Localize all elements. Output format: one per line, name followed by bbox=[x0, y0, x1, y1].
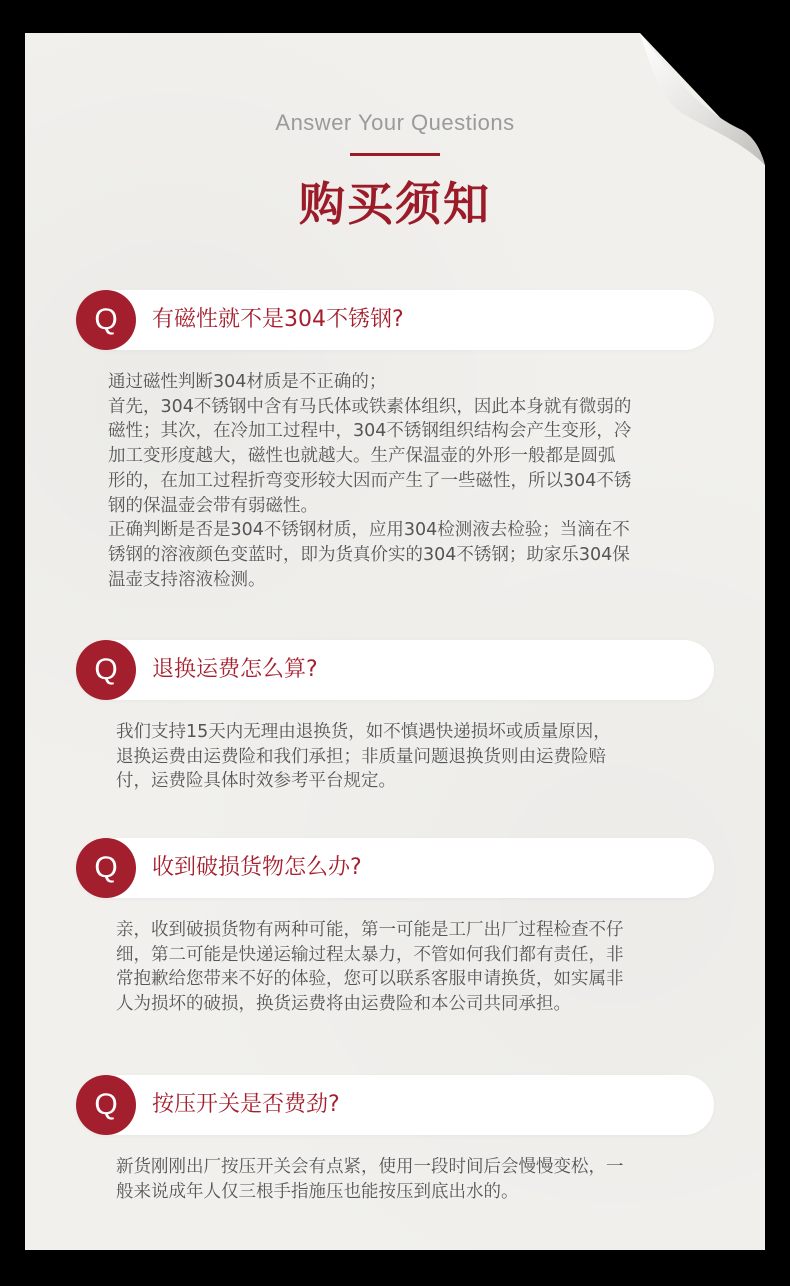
q-badge-icon: Q bbox=[76, 1075, 136, 1135]
faq-answer bbox=[116, 720, 716, 794]
q-badge-icon: Q bbox=[76, 290, 136, 350]
answer-line: 磁性；其次，在冷加工过程中，304不锈钢组织结构会产生变形，冷 bbox=[108, 421, 632, 442]
q-badge-icon: Q bbox=[76, 838, 136, 898]
q-badge-icon: Q bbox=[76, 640, 136, 700]
answer-line: 锈钢的溶液颜色变蓝时，即为货真价实的304不锈钢；助家乐304保 bbox=[108, 544, 630, 565]
faq-question-text: 收到破损货物怎么办? bbox=[152, 855, 362, 880]
answer-line: 新货刚刚出厂按压开关会有点紧，使用一段时间后会慢慢变松，一 bbox=[116, 1157, 624, 1177]
faq-answer bbox=[116, 1155, 716, 1204]
answer-line: 形的，在加工过程折弯变形较大因而产生了一些磁性，所以304不锈 bbox=[108, 470, 632, 491]
answer-line: 付，运费险具体时效参考平台规定。 bbox=[116, 771, 396, 792]
answer-line: 温壶支持溶液检测。 bbox=[108, 569, 266, 590]
page-title: 购买须知 bbox=[299, 177, 491, 231]
answer-line: 常抱歉给您带来不好的体验，您可以联系客服申请换货，如实属非 bbox=[116, 969, 624, 990]
answer-line: 般来说成年人仅三根手指施压也能按压到底出水的。 bbox=[116, 1181, 519, 1202]
answer-line: 通过磁性判断304材质是不正确的； bbox=[108, 372, 387, 392]
section-subtitle: Answer Your Questions bbox=[275, 110, 515, 135]
answer-line: 人为损坏的破损，换货运费将由运费险和本公司共同承担。 bbox=[116, 994, 571, 1015]
answer-line: 细，第二可能是快递运输过程太暴力，不管如何我们都有责任，非 bbox=[116, 944, 624, 965]
faq-answer bbox=[108, 370, 708, 592]
faq-question-bar[interactable] bbox=[76, 838, 714, 898]
answer-line: 正确判断是否是304不锈钢材质，应用304检测液去检验；当滴在不 bbox=[108, 520, 630, 541]
faq-answer bbox=[116, 918, 716, 1017]
faq-question-text: 有磁性就不是304不锈钢? bbox=[152, 307, 404, 332]
answer-line: 首先，304不锈钢中含有马氏体或铁素体组织，因此本身就有微弱的 bbox=[108, 396, 632, 417]
answer-line: 亲，收到破损货物有两种可能，第一可能是工厂出厂过程检查不仔 bbox=[116, 920, 624, 940]
answer-line: 我们支持15天内无理由退换货，如不慎遇快递损坏或质量原因， bbox=[116, 722, 611, 742]
answer-line: 加工变形度越大，磁性也就越大。生产保温壶的外形一般都是圆弧 bbox=[108, 446, 616, 467]
answer-line: 退换运费由运费险和我们承担；非质量问题退换货则由运费险赔 bbox=[116, 746, 606, 767]
faq-question-bar[interactable] bbox=[76, 290, 714, 350]
faq-question-text: 退换运费怎么算? bbox=[152, 657, 318, 682]
faq-question-text: 按压开关是否费劲? bbox=[152, 1092, 340, 1117]
faq-question-bar[interactable] bbox=[76, 1075, 714, 1135]
answer-line: 钢的保温壶会带有弱磁性。 bbox=[108, 495, 318, 516]
faq-question-bar[interactable] bbox=[76, 640, 714, 700]
title-divider bbox=[350, 153, 440, 156]
